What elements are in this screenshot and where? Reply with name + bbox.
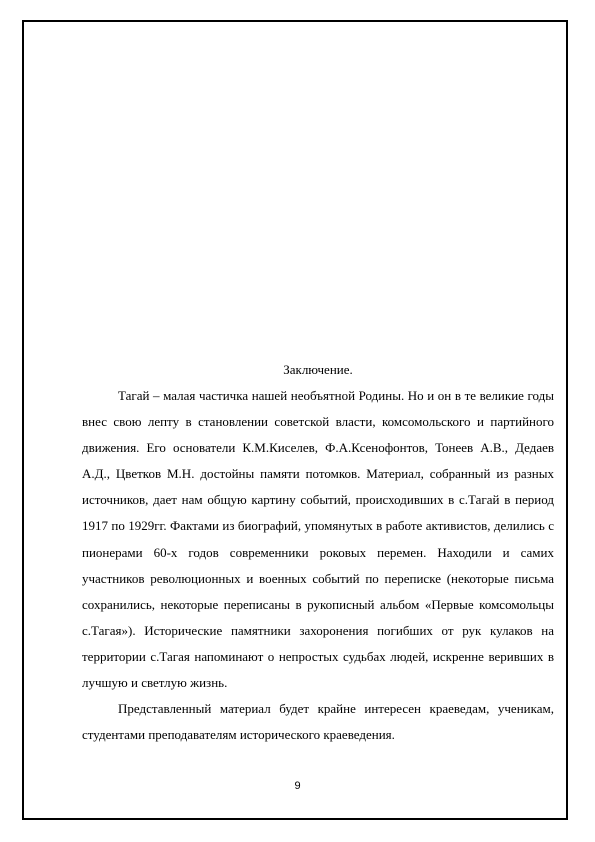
- section-title: Заключение.: [283, 362, 353, 377]
- document-body: [82, 357, 554, 748]
- paragraph-conclusion: Тагай – малая частичка нашей необъятной Родины. Но и он в те великие годы внес свою лепту в становлении советской власти, комсомольского и партийного движения. Его основатели К.М.Киселев, Ф.А.Ксенофонтов, Тонеев А.В., Дедаев А.Д., Цветков М.Н. достойны памяти потомков. Материал, собранный из разных источников, дает нам общую картину событий, происходивших в с.Тагай в период 1917 по 1929гг. Фактами из биографий, упомянутых в работе активистов, делились с пионерами 60-х годов современники роковых перемен. Находили и самих участников революционных и военных событий по переписке (некоторые письма сохранились, некоторые переписаны в рукописный альбом «Первые комсомольцы с.Тагая»). Исторические памятники захоронения погибших от рук кулаков на территории с.Тагая напоминают о непростых судьбах людей, искренне веривших в лучшую и светлую жизнь.: [82, 388, 554, 691]
- page-number: 9: [294, 780, 301, 792]
- paragraph-audience: Представленный материал будет крайне интересен краеведам, ученикам, студентами преподавателям исторического краеведения.: [82, 701, 554, 743]
